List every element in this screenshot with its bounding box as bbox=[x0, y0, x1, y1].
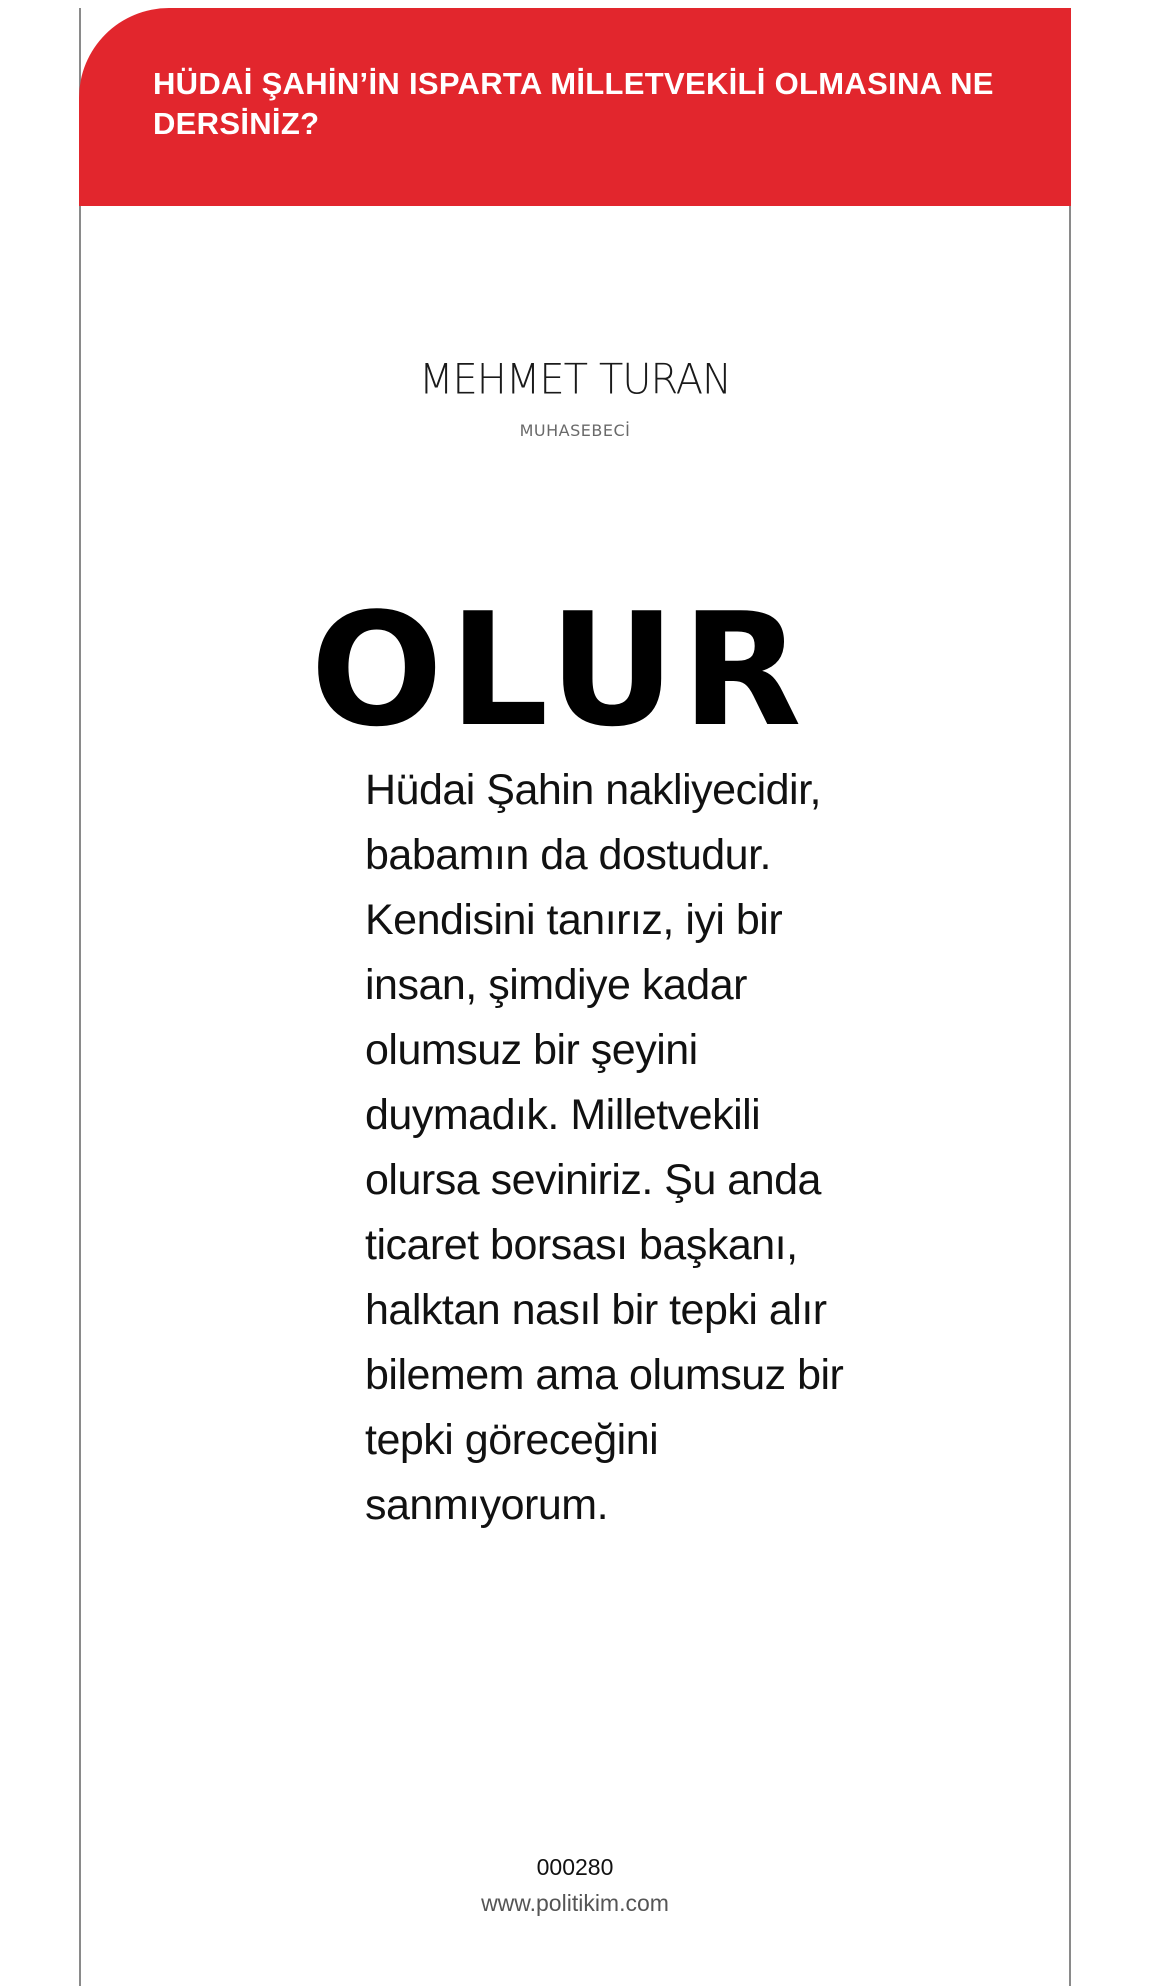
answer-line: Hüdai Şahin nakliyecidir, bbox=[365, 766, 821, 814]
answer-line: tepki göreceğini bbox=[365, 1416, 659, 1464]
answer-line: ticaret borsası başkanı, bbox=[365, 1221, 798, 1269]
question-banner bbox=[79, 8, 1071, 206]
answer-line: duymadık. Milletvekili bbox=[365, 1091, 761, 1139]
answer-text bbox=[365, 758, 844, 1538]
answer-line: babamın da dostudur. bbox=[365, 831, 771, 879]
answer-line: halktan nasıl bir tepki alır bbox=[365, 1286, 827, 1334]
answer-line: bilemem ama olumsuz bir bbox=[365, 1351, 844, 1399]
question-title: HÜDAİ ŞAHİN’İN ISPARTA MİLLETVEKİLİ OLMASINA NE DERSİNİZ? bbox=[153, 66, 994, 141]
answer-headline: OLUR bbox=[310, 579, 808, 761]
person-occupation: MUHASEBECİ bbox=[519, 421, 631, 440]
answer-line: olursa seviniriz. Şu anda bbox=[365, 1156, 821, 1204]
answer-line: Kendisini tanırız, iyi bir bbox=[365, 896, 783, 944]
answer-line: insan, şimdiye kadar bbox=[365, 961, 747, 1009]
answer-line: olumsuz bir şeyini bbox=[365, 1026, 698, 1074]
footer-website-link[interactable]: www.politikim.com bbox=[481, 1890, 669, 1916]
answer-line: sanmıyorum. bbox=[365, 1481, 609, 1529]
person-name: MEHMET TURAN bbox=[419, 355, 731, 405]
footer-code: 000280 bbox=[536, 1854, 614, 1880]
